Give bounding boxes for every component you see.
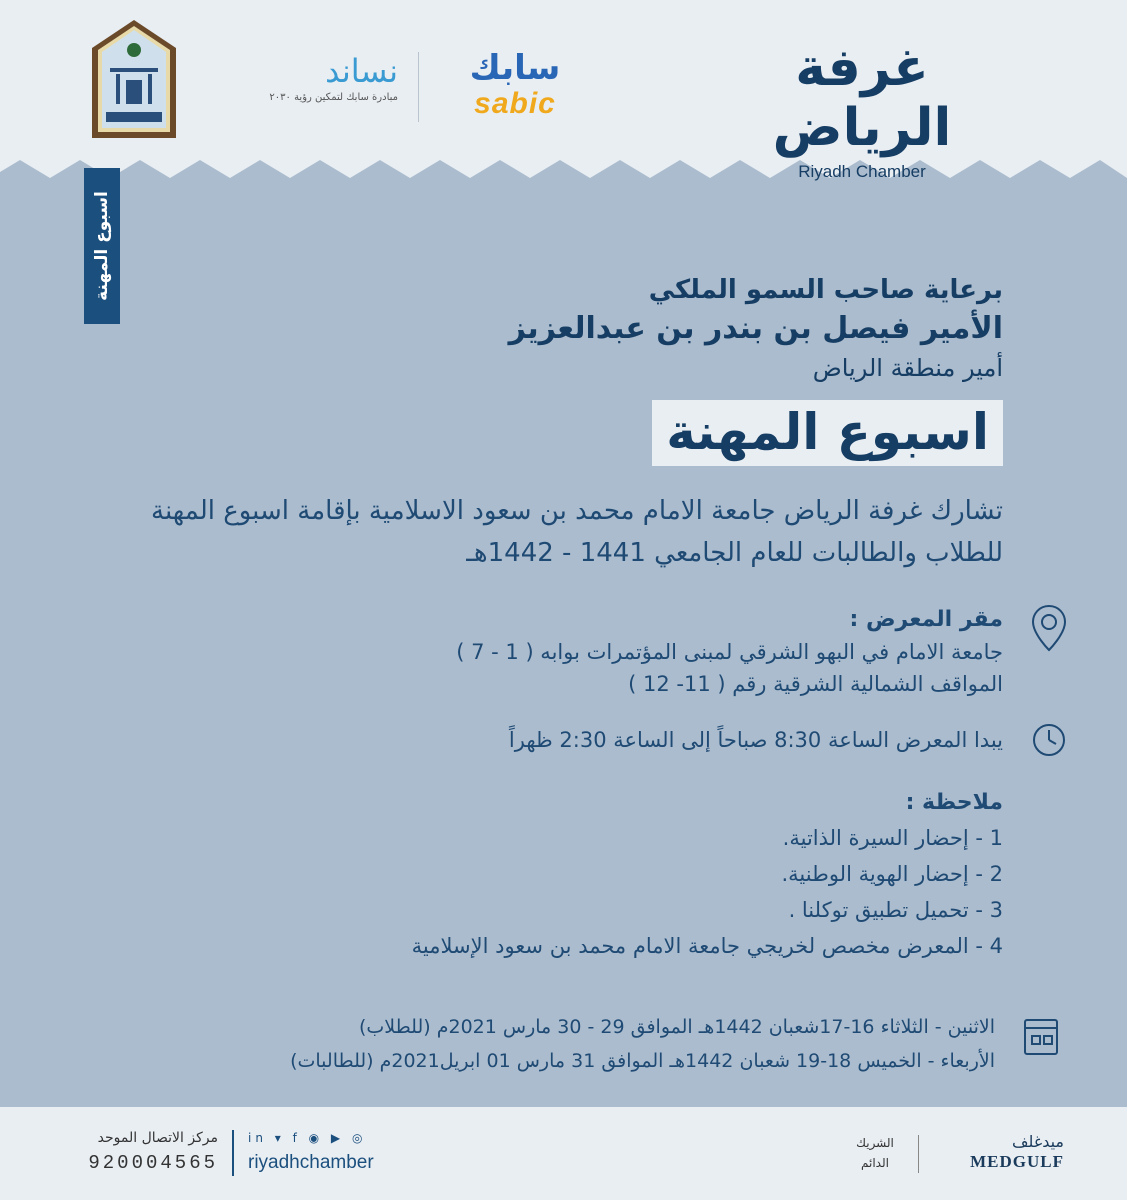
side-tab-label: اسبوع المهنة [92,191,113,301]
nasanid-tagline: مبادرة سابك لتمكين رؤية ٢٠٣٠ [269,92,398,103]
social-icons[interactable]: in ▾ f ◉ ▶ ◎ [248,1131,367,1145]
footer-divider [232,1130,234,1176]
notes-block [243,786,1003,964]
notes-item-4: 4 - المعرض مخصص لخريجي جامعة الامام محمد بن سعود الإسلامية [411,934,1003,958]
patronage-line1: برعاية صاحب السمو الملكي [648,275,1003,305]
location-pin-icon [1030,604,1068,652]
side-tab [84,168,120,324]
main-content [123,270,1003,574]
medgulf-logo-ar: ميدغلف [1011,1132,1064,1151]
notes-heading: ملاحظة : [905,790,1003,815]
location-line1: جامعة الامام في البهو الشرقي لمبنى المؤتمرات بوابه ( 1 - 7 ) [456,640,1003,664]
intro-text [123,490,1003,574]
contact-center [68,1127,218,1177]
notes-item-3: 3 - تحميل تطبيق توكلنا . [788,898,1003,922]
notes-item-1: 1 - إحضار السيرة الذاتية. [782,826,1003,850]
sabic-logo-en: sabic [474,87,556,120]
event-title: اسبوع المهنة [652,400,1003,466]
dates-block [135,1010,995,1078]
medgulf-logo [934,1133,1064,1173]
location-line2: المواقف الشمالية الشرقية رقم ( 11- 12 ) [628,672,1003,696]
sabic-logo [440,48,590,120]
clock-icon [1030,716,1068,764]
nasanid-logo-ar: نساند [325,52,398,90]
contact-label: مركز الاتصال الموحد [97,1130,218,1146]
calendar-icon [1022,1012,1060,1060]
dates-line2: الأربعاء - الخميس 18-19 شعبان 1442هـ الموافق 31 مارس 01 ابريل2021م (للطالبات) [290,1050,995,1072]
riyadh-chamber-logo-ar: غرفة الرياض [772,38,952,158]
notes-item-2: 2 - إحضار الهوية الوطنية. [781,862,1003,886]
social-handle[interactable]: riyadhchamber [248,1152,374,1173]
intro-line2: للطلاب والطالبات للعام الجامعي 1441 - 1442هـ [466,538,1003,568]
location-heading: مقر المعرض : [849,607,1003,632]
riyadh-chamber-logo-en: Riyadh Chamber [798,162,926,181]
partner-line1: الشريك [856,1136,894,1150]
dates-line1: الاثنين - الثلاثاء 16-17شعبان 1442هـ الموافق 29 - 30 مارس 2021م (للطلاب) [358,1016,995,1038]
imam-university-emblem [90,18,178,140]
location-block [243,604,1003,700]
contact-number[interactable]: 920004565 [88,1152,218,1174]
partner-divider [918,1135,919,1173]
nasanid-logo [228,52,398,103]
logo-divider [418,52,419,122]
intro-line1: تشارك غرفة الرياض جامعة الامام محمد بن سعود الاسلامية بإقامة اسبوع المهنة [151,496,1003,526]
time-block [243,724,1003,756]
patronage-line3: أمير منطقة الرياض [812,354,1003,382]
partner-label [840,1133,910,1173]
patronage-line2: الأمير فيصل بن بندر بن عبدالعزيز [508,311,1003,346]
time-text: يبدا المعرض الساعة 8:30 صباحاً إلى الساعة 2:30 ظهراً [508,728,1003,752]
partner-line2: الدائم [861,1156,889,1170]
sabic-logo-ar: سابك [469,48,561,88]
riyadh-chamber-logo [717,38,1007,182]
medgulf-logo-en: MEDGULF [970,1152,1064,1171]
social-links [248,1128,448,1178]
